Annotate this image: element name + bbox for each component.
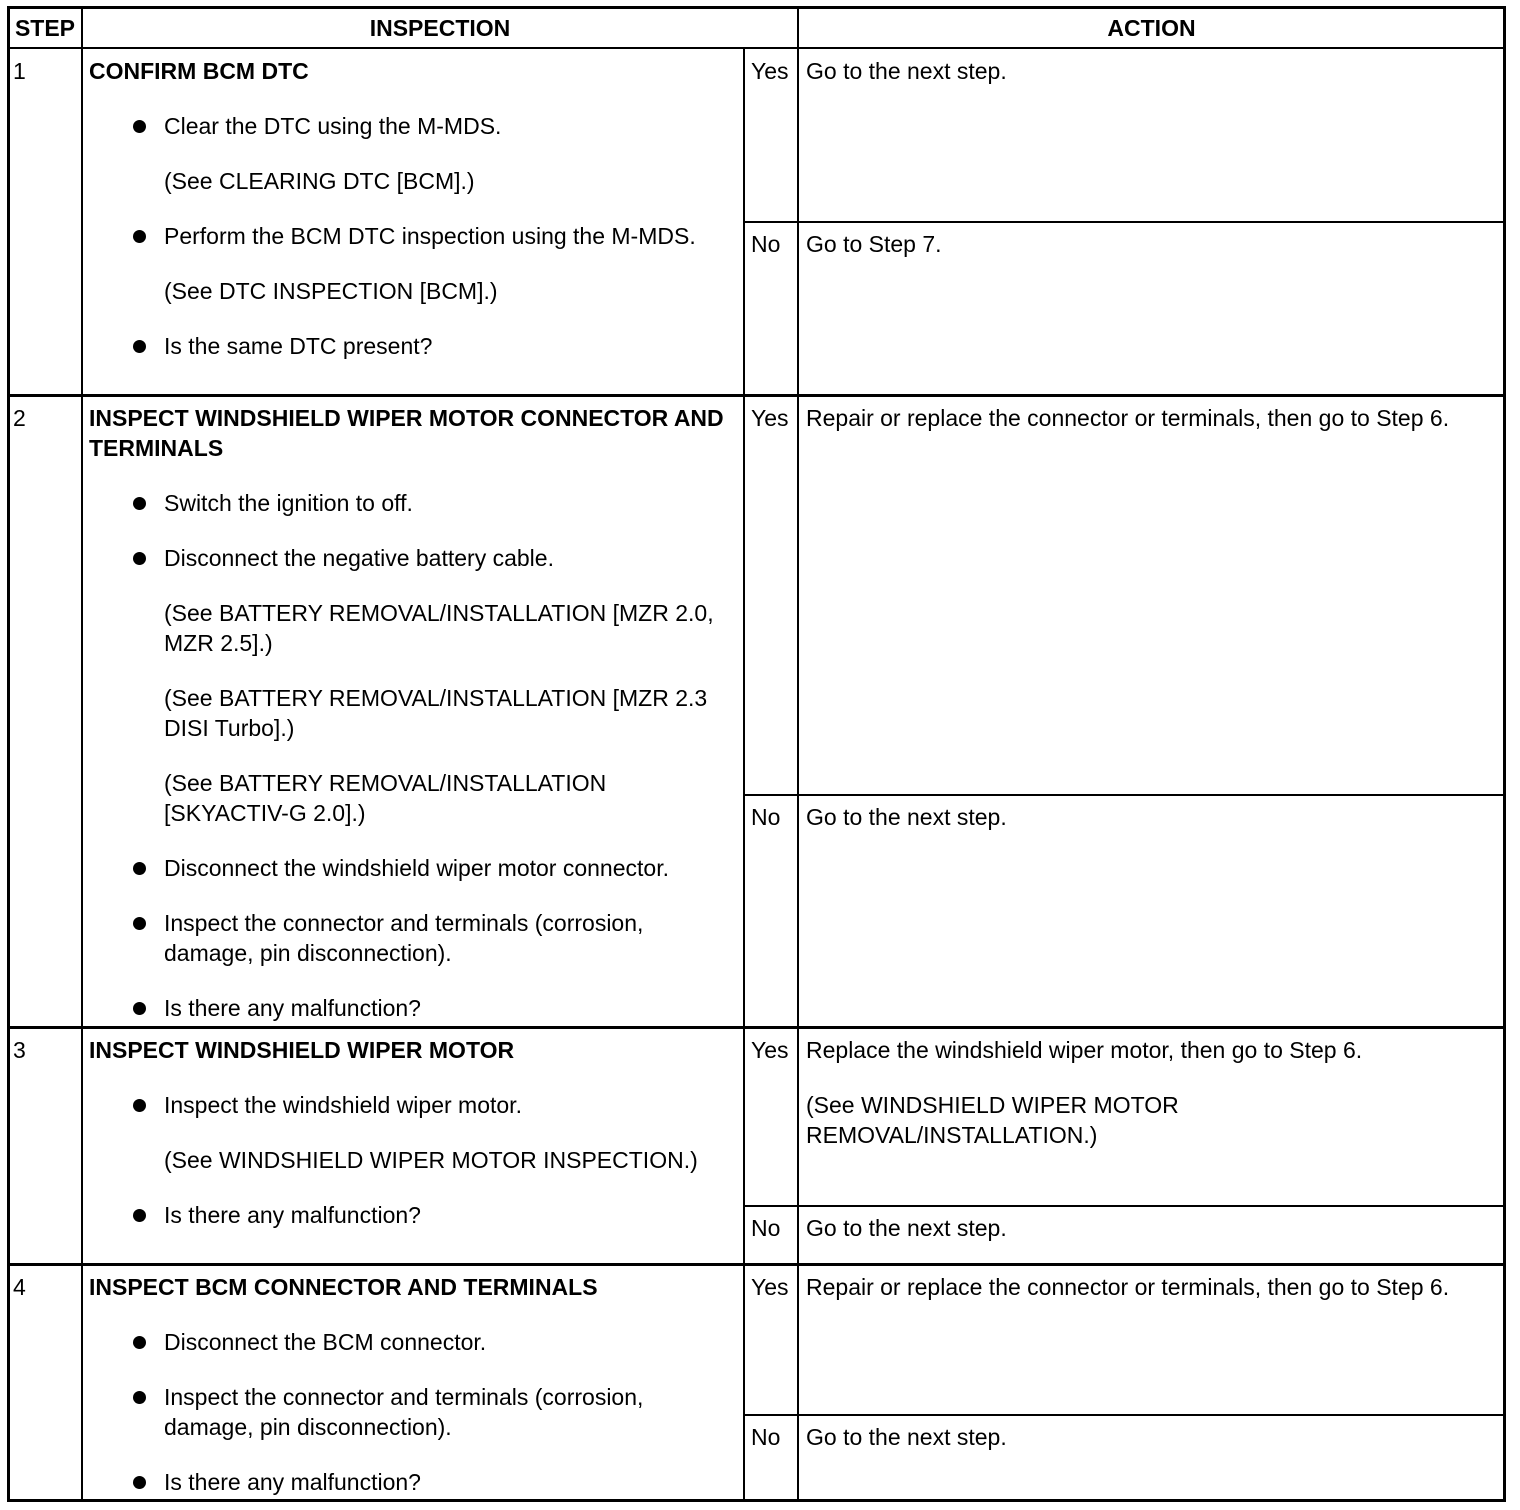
list-item: Perform the BCM DTC inspection using the M-MDS. <box>89 221 729 251</box>
step-title: INSPECT BCM CONNECTOR AND TERMINALS <box>89 1274 598 1300</box>
bullet-icon <box>133 917 146 930</box>
inspection-cell <box>89 403 729 1023</box>
step-number: 1 <box>13 58 26 84</box>
yes-label: Yes <box>751 405 789 431</box>
divider-row-3 <box>7 1263 1506 1266</box>
reference-note: (See DTC INSPECTION [BCM].) <box>164 278 498 304</box>
no-action: Go to the next step. <box>806 1424 1007 1450</box>
reference-note: (See BATTERY REMOVAL/INSTALLATION [MZR 2.3 DISI Turbo].) <box>164 685 708 741</box>
divider-yesno-3 <box>743 1205 1506 1207</box>
inspection-cell <box>89 1272 729 1497</box>
list-item: Disconnect the BCM connector. <box>89 1327 729 1357</box>
bullet-icon <box>133 230 146 243</box>
step-number: 4 <box>13 1274 26 1300</box>
divider-row-2 <box>7 1026 1506 1029</box>
reference-note: (See BATTERY REMOVAL/INSTALLATION [SKYACTIV-G 2.0].) <box>164 770 607 826</box>
header-step: STEP <box>14 14 76 41</box>
list-item: Inspect the connector and terminals (corrosion, damage, pin disconnection). <box>89 908 729 968</box>
yes-action: Repair or replace the connector or terminals, then go to Step 6. <box>806 1274 1450 1300</box>
bullet-icon <box>133 1099 146 1112</box>
list-item: Is the same DTC present? <box>89 331 729 361</box>
bullet-icon <box>133 340 146 353</box>
list-item: Clear the DTC using the M-MDS. <box>89 111 729 141</box>
list-item: Inspect the connector and terminals (corrosion, damage, pin disconnection). <box>89 1382 729 1442</box>
inspection-cell <box>89 1035 729 1230</box>
no-action: Go to the next step. <box>806 804 1007 830</box>
list-item: Disconnect the negative battery cable. <box>89 543 729 573</box>
divider-step-col <box>81 6 83 1502</box>
inspection-cell <box>89 56 729 361</box>
yes-label: Yes <box>751 1274 789 1300</box>
bullet-icon <box>133 1002 146 1015</box>
yes-label: Yes <box>751 1037 789 1063</box>
divider-yesno-2 <box>743 794 1506 796</box>
divider-yesno-col <box>743 48 745 1502</box>
step-number: 3 <box>13 1037 26 1063</box>
list-item: Is there any malfunction? <box>89 993 729 1023</box>
step-title: INSPECT WINDSHIELD WIPER MOTOR <box>89 1037 515 1063</box>
list-item: Is there any malfunction? <box>89 1467 729 1497</box>
list-item: Disconnect the windshield wiper motor connector. <box>89 853 729 883</box>
yes-action: Replace the windshield wiper motor, then go to Step 6. (See WINDSHIELD WIPER MOTOR REMOVAL/INSTALLATION.) <box>806 1037 1363 1148</box>
bullet-icon <box>133 1391 146 1404</box>
list-item: Switch the ignition to off. <box>89 488 729 518</box>
no-label: No <box>751 804 781 830</box>
no-action: Go to the next step. <box>806 1215 1007 1241</box>
bullet-icon <box>133 552 146 565</box>
divider-yesno-1 <box>743 221 1506 223</box>
yes-action: Repair or replace the connector or terminals, then go to Step 6. <box>806 405 1450 431</box>
no-label: No <box>751 231 781 257</box>
step-title: CONFIRM BCM DTC <box>89 58 309 84</box>
list-item: Inspect the windshield wiper motor. <box>89 1090 729 1120</box>
step-number: 2 <box>13 405 26 431</box>
list-item: Is there any malfunction? <box>89 1200 729 1230</box>
bullet-icon <box>133 862 146 875</box>
bullet-icon <box>133 1336 146 1349</box>
divider-action-col <box>797 6 799 1502</box>
no-label: No <box>751 1215 781 1241</box>
no-action: Go to Step 7. <box>806 231 942 257</box>
divider-yesno-4 <box>743 1414 1506 1416</box>
no-label: No <box>751 1424 781 1450</box>
divider-row-1 <box>7 394 1506 397</box>
header-inspection: INSPECTION <box>369 14 511 41</box>
bullet-icon <box>133 1209 146 1222</box>
reference-note: (See CLEARING DTC [BCM].) <box>164 168 475 194</box>
bullet-icon <box>133 120 146 133</box>
bullet-icon <box>133 497 146 510</box>
reference-note: (See BATTERY REMOVAL/INSTALLATION [MZR 2.0, MZR 2.5].) <box>164 600 714 656</box>
header-action: ACTION <box>1107 14 1196 41</box>
reference-note: (See WINDSHIELD WIPER MOTOR INSPECTION.) <box>164 1147 698 1173</box>
bullet-icon <box>133 1476 146 1489</box>
yes-action: Go to the next step. <box>806 58 1007 84</box>
yes-label: Yes <box>751 58 789 84</box>
step-title: INSPECT WINDSHIELD WIPER MOTOR CONNECTOR AND TERMINALS <box>89 405 724 461</box>
reference-note: (See WINDSHIELD WIPER MOTOR REMOVAL/INSTALLATION.) <box>806 1092 1179 1148</box>
